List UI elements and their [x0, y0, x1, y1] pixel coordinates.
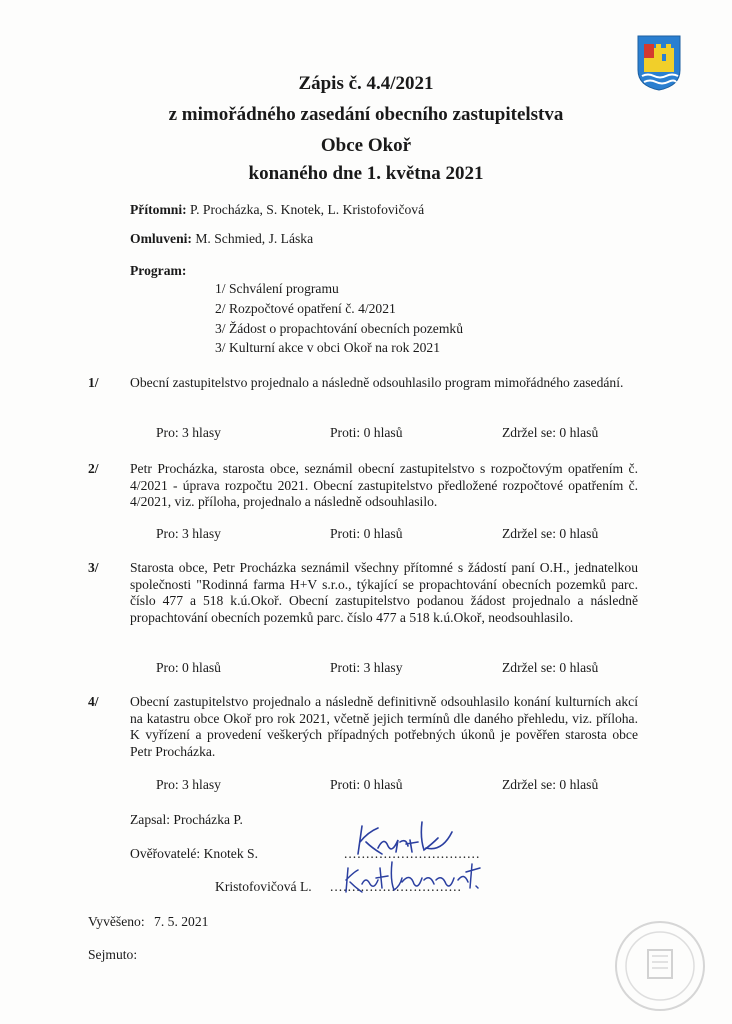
program-item: 2/ Rozpočtové opatření č. 4/2021	[215, 300, 396, 316]
handwritten-signature-knotek	[352, 818, 462, 862]
verifier-2-name: Kristofovičová L.	[215, 879, 312, 894]
program-item: 3/ Žádost o propachtování obecních pozemků	[215, 320, 464, 336]
vote-abstain-2: Zdržel se: 0 hlasů	[502, 526, 599, 541]
vote-against-4: Proti: 0 hlasů	[330, 777, 403, 792]
item-text-1: Obecní zastupitelstvo projednalo a následně odsouhlasilo program mimořádného zasedání.	[130, 375, 624, 390]
posted-label: Vyvěšeno:	[88, 914, 145, 929]
item-number-3: 3/	[88, 560, 99, 575]
verifier-row-1	[130, 846, 258, 862]
verifiers-label: Ověřovatelé:	[130, 846, 201, 861]
vote-for-1: Pro: 3 hlasy	[156, 425, 221, 440]
item-number-4: 4/	[88, 694, 99, 709]
vote-abstain-1: Zdržel se: 0 hlasů	[502, 425, 599, 440]
recorder-label: Zapsal:	[130, 812, 171, 827]
present-row	[130, 202, 424, 218]
vote-for-2: Pro: 3 hlasy	[156, 526, 221, 541]
vote-for-4: Pro: 3 hlasy	[156, 777, 221, 792]
document-title-line-3: Obce Okoř	[320, 135, 412, 156]
present-value: P. Procházka, S. Knotek, L. Kristofovičová	[190, 202, 425, 217]
vote-abstain-4: Zdržel se: 0 hlasů	[502, 777, 599, 792]
excused-value: M. Schmied, J. Láska	[195, 231, 314, 246]
signature-line-2: ..............................	[330, 879, 462, 894]
item-number-2: 2/	[88, 461, 99, 476]
document-title-line-2: z mimořádného zasedání obecního zastupitelstva	[168, 104, 564, 125]
program-list	[215, 279, 463, 358]
posted-date: 7. 5. 2021	[154, 914, 209, 929]
vote-against-2: Proti: 0 hlasů	[330, 526, 403, 541]
document-title-line-1: Zápis č. 4.4/2021	[298, 73, 434, 94]
posted-row	[88, 914, 208, 930]
verifier-1-name: Knotek S.	[203, 846, 258, 861]
excused-row	[130, 231, 313, 247]
vote-abstain-3: Zdržel se: 0 hlasů	[502, 660, 599, 675]
item-text-3: Starosta obce, Petr Procházka seznámil všechny přítomné s žádostí paní O.H., jednatelkou společnosti "Rodinná farma H+V s.r.o., týkající se propachtování obecních pozemků parc. číslo 477 a 518 k.ú.Okoř. Obecní zastupitelstvo podanou žádost projednalo a následně propachtování obecních pozemků parc. číslo 477 a 518 k.ú.Okoř, neodsouhlasilo.	[130, 560, 638, 625]
vote-against-3: Proti: 3 hlasy	[330, 660, 403, 675]
program-item: 3/ Kulturní akce v obci Okoř na rok 2021	[215, 340, 441, 356]
excused-label: Omluveni:	[130, 231, 192, 246]
signature-line-1: ...............................	[344, 846, 481, 861]
recorder-row	[130, 812, 243, 828]
program-item: 1/ Schválení programu	[215, 281, 339, 296]
item-number-1: 1/	[88, 375, 99, 390]
handwritten-signature-kristofovicova	[340, 858, 500, 898]
vote-against-1: Proti: 0 hlasů	[330, 425, 403, 440]
removed-label: Sejmuto:	[88, 947, 138, 962]
recorder-value: Procházka P.	[173, 812, 243, 827]
program-label: Program:	[130, 263, 187, 278]
item-text-2: Petr Procházka, starosta obce, seznámil obecní zastupitelstvo s rozpočtovým opatřením č. 4/2021 - úprava rozpočtu 2021. Obecní zastupitelstvo předložené rozpočtové opatřením č. 4/2021, viz. příloha, projednalo a následně odsouhlasilo.	[130, 461, 638, 510]
official-stamp-icon	[612, 918, 708, 1014]
item-text-4: Obecní zastupitelstvo projednalo a následně definitivně odsouhlasilo konání kulturních akcí na katastru obce Okoř pro rok 2021, včetně jejich termínů dle daného přehledu, viz. příloha. K vyřízení a provedení veškerých případných potřebných úkonů je pověřen starosta obce Petr Procházka.	[130, 694, 638, 759]
present-label: Přítomni:	[130, 202, 187, 217]
document-title-line-4: konaného dne 1. května 2021	[248, 163, 484, 184]
vote-for-3: Pro: 0 hlasů	[156, 660, 221, 675]
